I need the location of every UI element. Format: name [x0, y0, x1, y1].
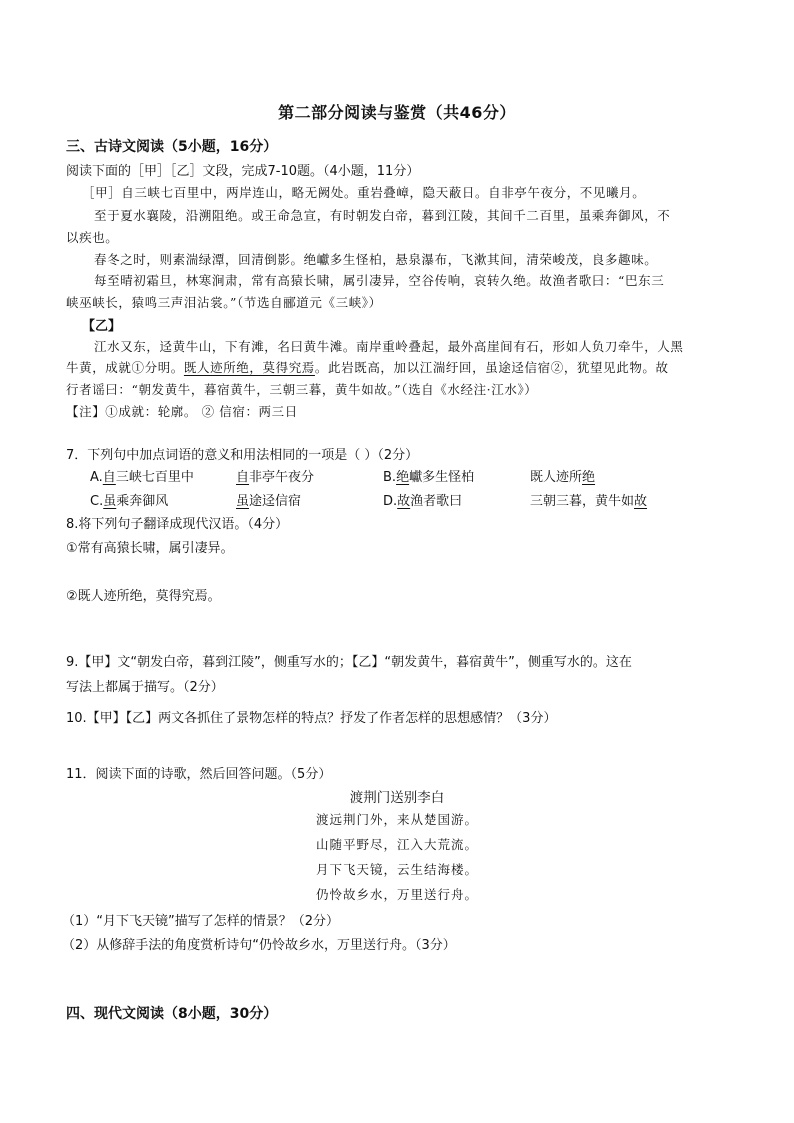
yi-line-1: 江水又东，迳黄牛山，下有滩，名曰黄牛滩。南岸重岭叠起，最外高崖间有石，形如人负刀牵牛，人黑	[94, 339, 684, 354]
yi-underlined-phrase: 既人迹所绝，莫得究焉	[183, 360, 315, 375]
q7-stem: 7．下列句中加点词语的意义和用法相同的一项是（ ）（2分）	[66, 448, 419, 463]
yi-label: 【乙】	[82, 319, 122, 334]
poem-line-4: 仍怜故乡水，万里送行舟。	[315, 887, 478, 902]
q7-option-a2	[236, 466, 314, 485]
annotation-note: 【注】①成就：轮廓。 ② 信宿：两三日	[66, 404, 298, 419]
marked-word: 自	[102, 470, 116, 485]
marked-word: 故	[397, 494, 411, 509]
option-text: 三峡七百里中	[115, 470, 194, 485]
option-text: 三朝三暮，黄牛如	[530, 494, 635, 509]
option-text: 既人迹所	[530, 470, 583, 485]
q7-option-d1	[383, 490, 462, 509]
marked-word: 绝	[582, 470, 596, 485]
q7-option-d2	[530, 490, 647, 509]
jia-line-5: 每至晴初霜旦，林寒涧肃，常有高猿长啸，属引凄异，空谷传响，哀转久绝。故渔者歌曰：“巴东三	[94, 273, 665, 288]
jia-line-3: 以疾也。	[66, 230, 119, 245]
option-text: 乘奔御风	[116, 494, 169, 509]
poem-line-1: 渡远荆门外，来从楚国游。	[315, 812, 478, 827]
page-title: 第二部分阅读与鉴赏（共46分）	[278, 103, 516, 122]
q9-line-2: 写法上都属于描写。（2分）	[66, 680, 224, 695]
q8-sentence-1: ①常有高猿长啸，属引凄异。	[66, 541, 234, 556]
jia-line-1: ［甲］自三峡七百里中，两岸连山，略无阙处。重岩叠嶂，隐天蔽日。自非亭午夜分，不见曦月。	[82, 185, 646, 200]
q11-stem: 11．阅读下面的诗歌，然后回答问题。（5分）	[66, 767, 332, 782]
yi-line-2-part-c: 。此岩既高，加以江湍纡回，虽途迳信宿②，犹望见此物。故	[314, 360, 669, 375]
q10-stem: 10.【甲】【乙】两文各抓住了景物怎样的特点？抒发了作者怎样的思想感情？（3分）	[66, 711, 557, 726]
yi-line-2-part-a: 牛黄，成就①分明。	[66, 360, 184, 375]
option-letter: B.	[383, 470, 397, 485]
marked-word: 绝	[396, 470, 410, 485]
poem-line-2: 山随平野尽，江入大荒流。	[315, 837, 478, 852]
q7-option-a1	[90, 466, 194, 485]
option-letter: C.	[90, 494, 104, 509]
option-text: 途迳信宿	[249, 494, 302, 509]
marked-word: 自	[236, 470, 250, 485]
q11-sub-1: （1）“月下飞天镜”描写了怎样的情景？（2分）	[62, 914, 340, 929]
q7-option-c1	[90, 490, 168, 509]
section-3-intro: 阅读下面的［甲］［乙］文段，完成7-10题。（4小题，11分）	[66, 164, 420, 179]
marked-word: 虽	[236, 494, 250, 509]
yi-line-2	[66, 358, 669, 376]
q9-line-1: 9.【甲】文“朝发白帝，暮到江陵”，侧重写水的；【乙】“朝发黄牛，暮宿黄牛”，侧重写水的。这在	[66, 655, 632, 670]
marked-word: 虽	[103, 494, 117, 509]
marked-word: 故	[634, 494, 648, 509]
q8-sentence-2: ②既人迹所绝，莫得究焉。	[66, 589, 221, 604]
jia-line-2: 至于夏水襄陵，沿溯阻绝。或王命急宣，有时朝发白帝，暮到江陵，其间千二百里，虽乘奔御风，不	[94, 208, 671, 223]
yi-line-3: 行者谣曰：“朝发黄牛，暮宿黄牛，三朝三暮，黄牛如故。”（选自《水经注·江水》）	[66, 382, 538, 397]
poem-line-3: 月下飞天镜，云生结海楼。	[315, 862, 478, 877]
jia-line-6: 峡巫峡长，猿鸣三声泪沾裳。”（节选自郦道元《三峡》）	[66, 295, 382, 310]
option-text: 渔者歌曰	[410, 494, 463, 509]
q11-sub-2: （2）从修辞手法的角度赏析诗句“仍怜故乡水，万里送行舟。（3分）	[62, 938, 456, 953]
poem-title: 渡荆门送别李白	[349, 790, 445, 806]
option-text: 巘多生怪柏	[409, 470, 475, 485]
q7-option-b2	[530, 466, 595, 485]
option-text: 非亭午夜分	[249, 470, 315, 485]
q7-option-c2	[236, 490, 301, 509]
option-letter: A.	[90, 470, 103, 485]
section-4-heading: 四、现代文阅读（8小题，30分）	[66, 1006, 278, 1022]
q7-option-b1	[383, 466, 474, 485]
option-letter: D.	[383, 494, 398, 509]
section-3-heading: 三、古诗文阅读（5小题，16分）	[66, 139, 278, 155]
jia-line-4: 春冬之时，则素湍绿潭，回清倒影。绝巘多生怪柏，悬泉瀑布，飞漱其间，清荣峻茂，良多趣味。	[94, 252, 658, 267]
q8-stem: 8.将下列句子翻译成现代汉语。（4分）	[66, 517, 289, 532]
